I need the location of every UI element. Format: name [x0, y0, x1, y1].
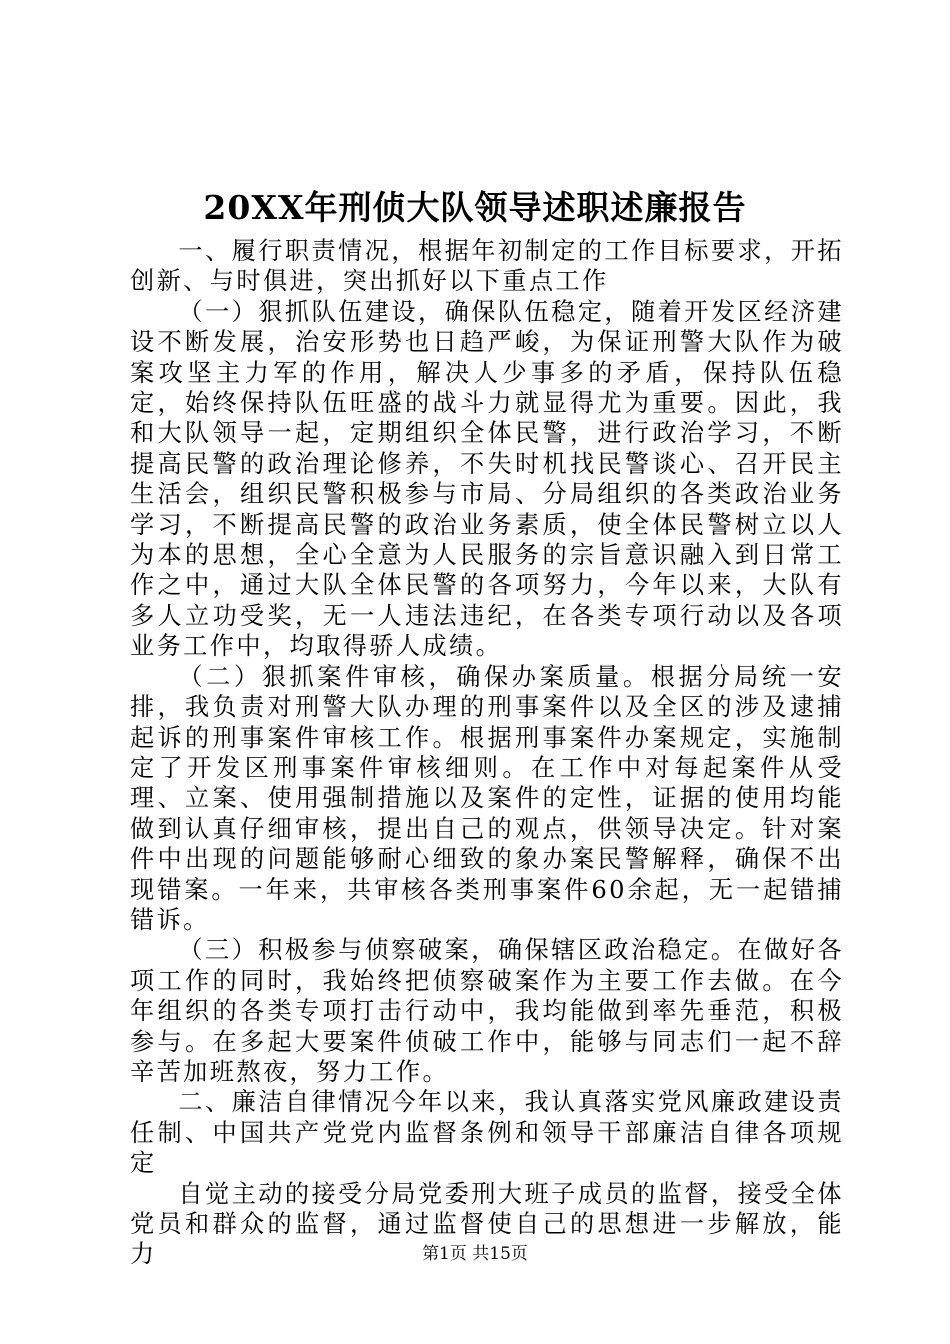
document-title: 20XX年刑侦大队领导述职述廉报告: [203, 188, 747, 227]
paragraph: 一、履行职责情况，根据年初制定的工作目标要求，开拓创新、与时俱进，突出抓好以下重点工作: [130, 237, 844, 296]
page-footer: 第1页 共15页: [422, 1244, 528, 1264]
paragraph: 二、廉洁自律情况今年以来，我认真落实党风廉政建设责任制、中国共产党党内监督条例和领导干部廉洁自律各项规定: [130, 1088, 844, 1178]
document-body: [130, 236, 844, 1270]
paragraph: （一）狠抓队伍建设，确保队伍稳定，随着开发区经济建设不断发展，治安形势也日趋严峻，为保证刑警大队作为破案攻坚主力军的作用，解决人少事多的矛盾，保持队伍稳定，始终保持队伍旺盛的战斗力就显得尤为重要。因此，我和大队领导一起，定期组织全体民警，进行政治学习，不断提高民警的政治理论修养，不失时机找民警谈心、召开民主生活会，组织民警积极参与市局、分局组织的各类政治业务学习，不断提高民警的政治业务素质，使全体民警树立以人为本的思想，全心全意为人民服务的宗旨意识融入到日常工作之中，通过大队全体民警的各项努力，今年以来，大队有多人立功受奖，无一人违法违纪，在各类专项行动以及各项业务工作中，均取得骄人成绩。: [130, 297, 844, 661]
paragraph: 自觉主动的接受分局党委刑大班子成员的监督，接受全体党员和群众的监督，通过监督使自己的思想进一步解放，能力: [130, 1179, 844, 1269]
paragraph: （二）狠抓案件审核，确保办案质量。根据分局统一安排，我负责对刑警大队办理的刑事案件以及全区的涉及逮捕起诉的刑事案件审核工作。根据刑事案件办案规定，实施制定了开发区刑事案件审核细则。在工作中对每起案件从受理、立案、使用强制措施以及案件的定性，证据的使用均能做到认真仔细审核，提出自己的观点，供领导决定。针对案件中出现的问题能够耐心细致的象办案民警解释，确保不出现错案。一年来，共审核各类刑事案件60余起，无一起错捕错诉。: [130, 662, 844, 934]
paragraph: （三）积极参与侦察破案，确保辖区政治稳定。在做好各项工作的同时，我始终把侦察破案作为主要工作去做。在今年组织的各类专项打击行动中，我均能做到率先垂范，积极参与。在多起大要案件侦破工作中，能够与同志们一起不辞辛苦加班熬夜，努力工作。: [130, 936, 844, 1086]
